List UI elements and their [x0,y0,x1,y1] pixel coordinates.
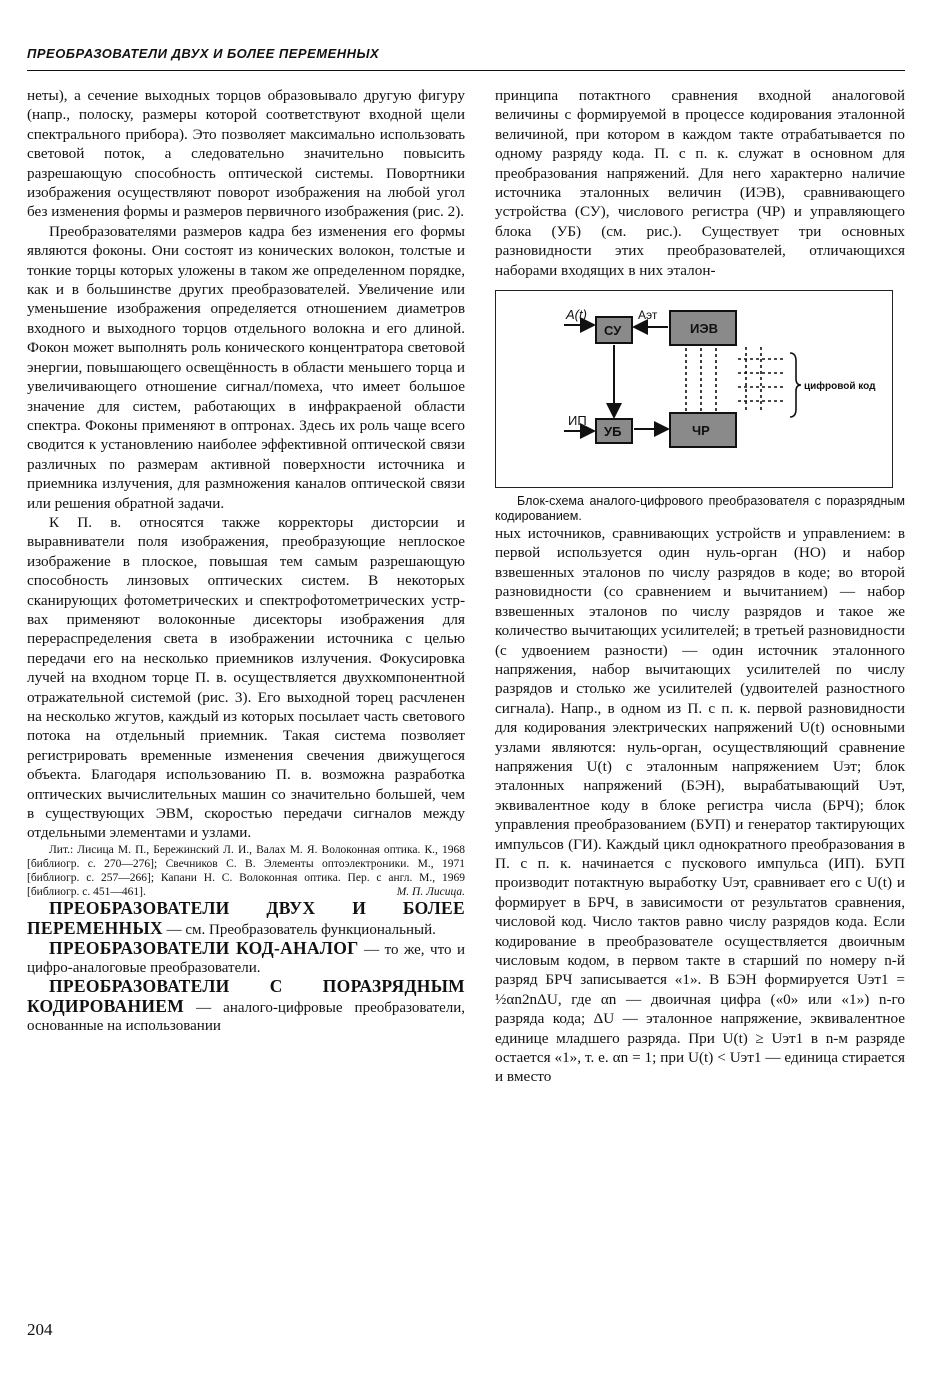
header-rule [27,70,905,71]
entry-bitwise-coding-head: ПРЕОБРАЗОВАТЕЛИ С ПОРАЗРЯДНЫМ КОДИРОВАНИЕМ [27,975,465,1016]
label-iev: ИЭВ [690,321,718,337]
left-paragraph-1: неты), а сечение выходных торцов образовывало другую фигуру (напр., полоску, размеры которой соответствуют входной щели спектрального прибора). Это позволяет максимально использовать световой поток, а следовательно значительно повысить разрешающую способность оптической системы. Повортники изображения осуществляют поворот изображения на любой угол без изменения формы и размеров первичного изображения (рис. 2). [27,87,465,221]
entry-two-variables-body: — см. Преобразователь функциональный. [162,921,436,938]
label-code: цифровой код [804,381,876,393]
page-number: 204 [27,1320,53,1339]
left-paragraph-3: К П. в. относятся также корректоры дисторсии и выравниватели поля изображения, преобразующие неплоское изображение в плоское, повышая тем самым разрешающую способность линзовых оптических систем. В некоторых сканирующих фотометрических и спектрофотометрических устр-вах применяют волоконные дисекторы изображения для перераспределения света в изображении источника с целью передачи его на несколько приемников излучения. Фокусировка лучей на входном торце П. в. осуществляется двухкомпонентной отражательной системой (рис. 3). Его выходной торец расчленен на несколько жгутов, каждый из которых посылает часть светового потока на отдельный приемник. Такая система позволяет регистрировать временные изменения свечения движущегося объекта. Благодаря использованию П. в. возможна разработка оптических вычислительных машин со значительно большей, чем в существующих ЭВМ, скоростью передачи сигналов между отдельными элементами и узлами. [27,513,465,842]
left-paragraph-2: Преобразователями размеров кадра без изменения его формы являются фоконы. Они состоят из конических волокон, толстые и тонкие торцы которых уложены в таком же определенном порядке, как и в большинстве других преобразователей. Увеличение или уменьшение изображения определяется отношением диаметров входного и выходного торцов отдельного волокна и его длиной. Фокон может выполнять роль конического концентратора световой энергии, повышающего освещённость в области меньшего торца и увеличивающего отношение сигнал/помеха, что имеет большое значение для систем, работающих в инфракраеной области спектра. Фоконы применяют в оптронах. Здесь их роль чаще всего сводится к установлению наиболее эффективной оптической связи различных по размерам активной поверхности источника и приемника излучения, для размножения каналов оптической связи или решения обратной задачи. [27,222,465,512]
literature-author: М. П. Лисица. [396,885,465,898]
label-su: СУ [604,323,622,339]
figure-caption: Блок-схема аналого-цифрового преобразователя с поразрядным кодированием. [495,494,905,524]
entry-code-analog-body: — то же, что и цифро-аналоговые преобразователи. [27,941,465,976]
entry-two-variables-head: ПРЕОБРАЗОВАТЕЛИ ДВУХ И БОЛЕЕ ПЕРЕМЕННЫХ [27,897,465,938]
right-paragraph-2: ных источников, сравнивающих устройств и управлением: в первой используется один нуль-орган (НО) и набор взвешенных эталонов по числу разрядов в коде; во второй разновидности (со сравнением и вычитанием) — набор взвешенных эталонов по числу разрядов и такое же количество вычитающих усилителей; в третьей разновидности (с удвоением разности) — один источник эталонного напряжения, набор вычитающих усилителей по числу разрядов и столько же усилителей (удвоителей разностного сигнала). Напр., в одном из П. с п. к. первой разновидности для кодирования электрических напряжений U(t) основными узлами являются: нуль-орган, осуществляющий сравнение напряжения U(t) с эталонным напряжением Uэт; блок эталонных напряжений (БЭН), вырабатывающий Uэт, эквивалентное коду в блоке регистра числа (БРЧ); блок управления преобразованием (БУП) и генератор тактирующих импульсов (ГИ). Каждый цикл однократного преобразования в П. с п. к. начинается с пускового импульса (ИП). БУП производит потактную выработку Uэт, сравнивает его с U(t) и формирует в БРЧ, в зависимости от результатов сравнения, числовой код. Число тактов равно числу разрядов кода. Если кодирование в преобразователе осуществляется двоичным числовым кодом, в первом такте в старший по номеру n-й разряд БРЧ записывается «1». В БЭН формируется Uэт1 = ½αn2nΔU, где αn — двоичная цифра («0» или «1») n-го разряда кода; ΔU — эталонное напряжение, эквивалентное единице младшего разряда. При U(t) ≥ Uэт1 в n-м разряде остается «1», т. е. αn = 1; при U(t) < Uэт1 — единица стирается и вместо [495,525,905,1086]
entry-bitwise-coding-body: — аналого-цифровые преобразователи, основанные на использовании [27,999,465,1034]
entry-bitwise-coding [27,977,465,1035]
block-diagram [495,290,893,488]
literature-text: Лит.: Лисица М. П., Бережинский Л. И., Валах М. Я. Волоконная оптика. К., 1968 [библиогр. с. 270—276]; Свечников С. В. Элементы оптоэлектроники. М., 1971 [библиогр. с. 257—266]; Капани Н. С. Волоконная оптика. Пер. с англ. М., 1969 [библиогр. с. 451—461]. [27,843,465,898]
label-input: A(t) [566,307,587,323]
left-column [27,86,465,1035]
right-paragraph-1: принципа потактного сравнения входной аналоговой величины с формируемой в процессе кодирования эталонной величиной, при котором в каждом такте отрабатывается по одному разряду кода. П. с п. к. служат в основном для преобразования напряжений. Для него характерно наличие источника эталонных величин (ИЭВ), сравнивающего устройства (СУ), числового регистра (ЧР) и управляющего блока (УБ) (см. рис.). Существует три основных разновидности этих преобразователей, отличающихся наборами входящих в них эталон- [495,87,905,279]
entry-two-variables [27,899,465,939]
label-ref: Aэт [638,308,658,323]
literature-list [27,843,465,899]
label-ub: УБ [604,424,622,440]
running-title: ПРЕОБРАЗОВАТЕЛИ ДВУХ И БОЛЕЕ ПЕРЕМЕННЫХ [27,46,380,61]
block-diagram-svg [496,291,892,487]
entry-code-analog [27,939,465,977]
label-chr: ЧР [692,423,710,439]
label-ip: ИП [568,413,587,429]
entry-code-analog-head: ПРЕОБРАЗОВАТЕЛИ КОД-АНАЛОГ [49,937,359,958]
right-column [495,86,905,1087]
